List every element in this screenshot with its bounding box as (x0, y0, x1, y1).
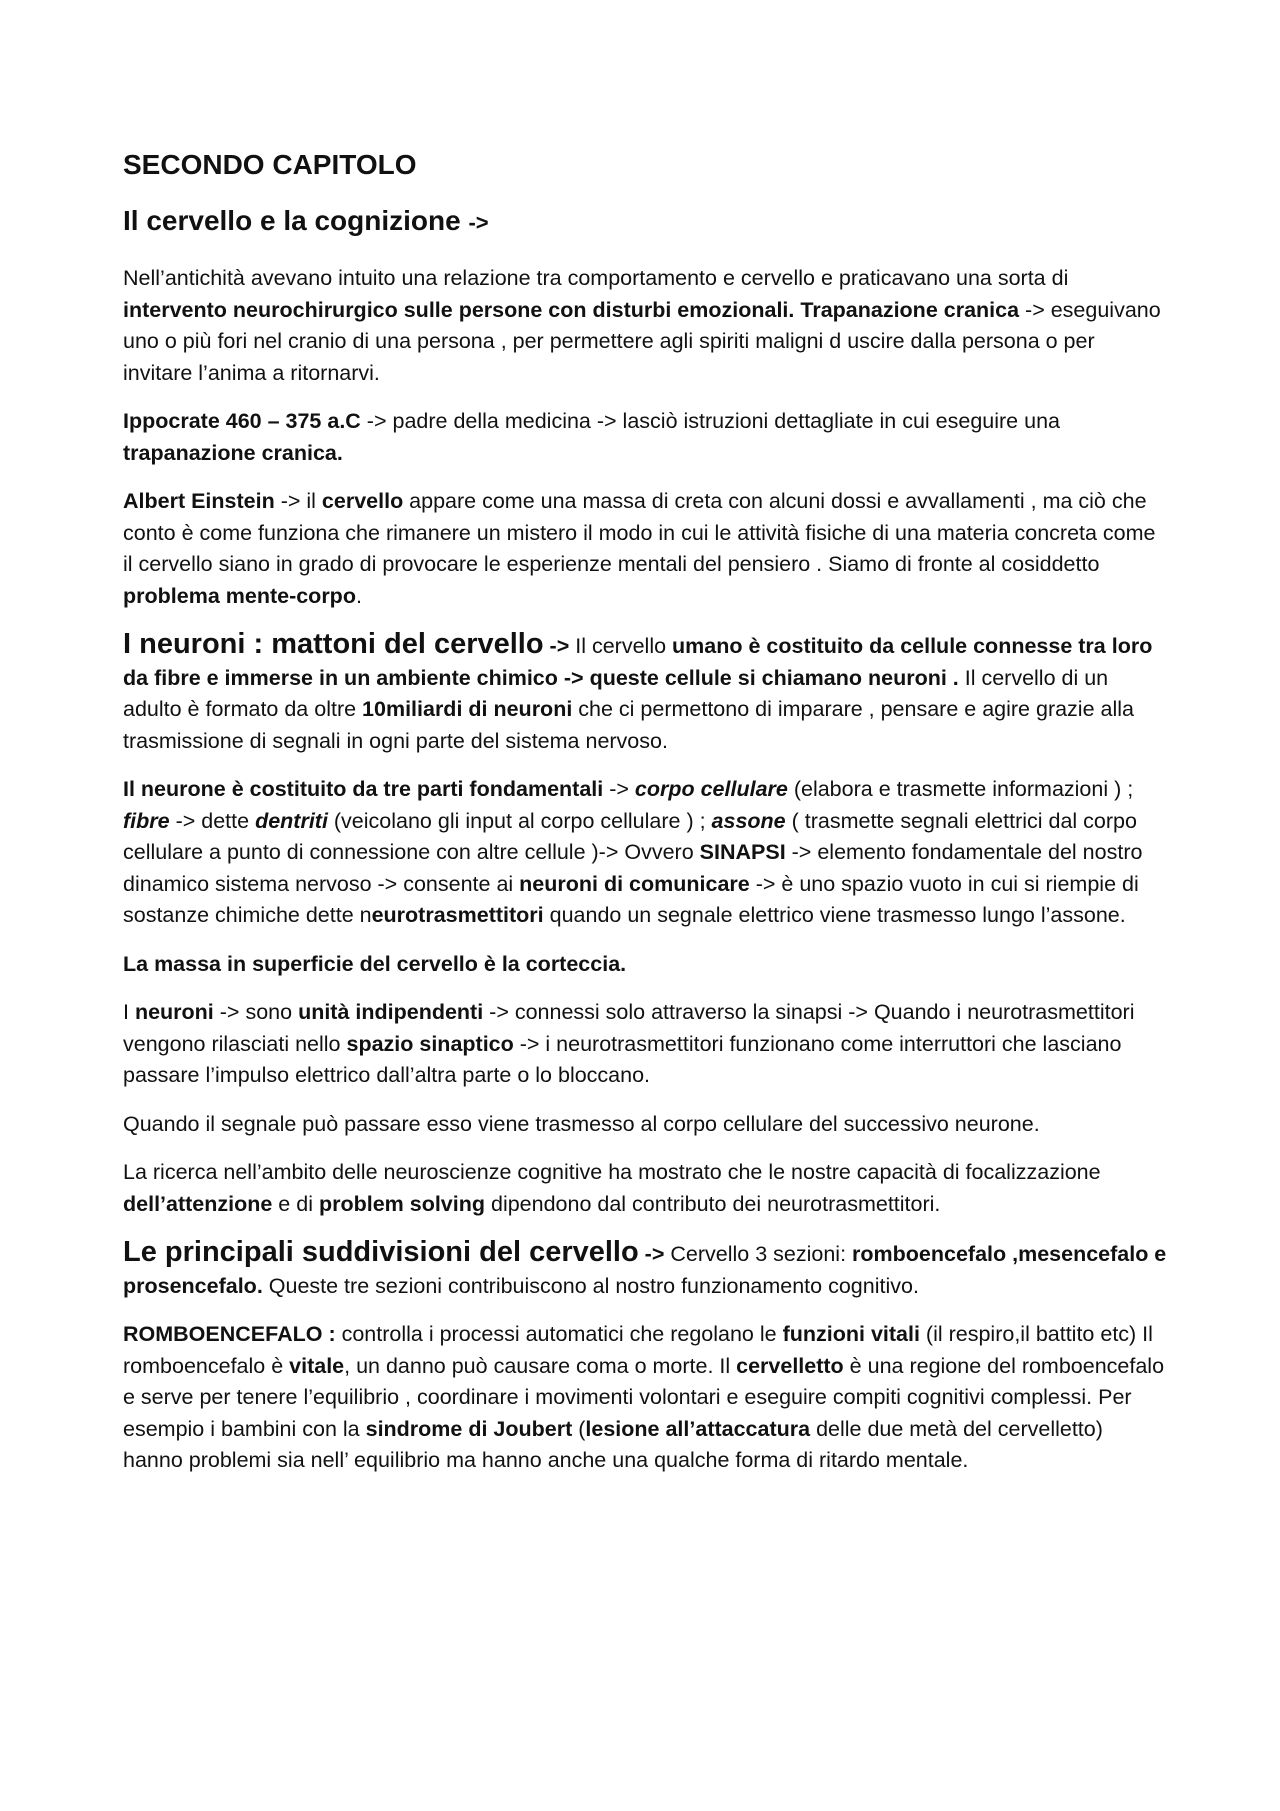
inline-heading: I neuroni : mattoni del cervello (123, 628, 544, 661)
text-run: La ricerca nell’ambito delle neuroscienze cognitive ha mostrato che le nostre capacità di focalizzazione (123, 1160, 1101, 1185)
bold-text: cervello (321, 489, 404, 514)
bold-text: Il neurone è costituito da tre parti fondamentali (123, 777, 604, 802)
bold-text: intervento neurochirurgico sulle persone con disturbi emozionali. (123, 297, 795, 322)
bold-text: funzioni vitali (782, 1322, 920, 1347)
paragraph-unita-indipendenti (123, 997, 1168, 1092)
bold-text: eurotrasmettitori (371, 903, 544, 928)
text-run: ( trasmette segnali elettrici dal corpo cellulare a punto di connessione con altre cellule )-> Ovvero (123, 808, 1137, 865)
bold-text: -> (638, 1242, 671, 1267)
text-run: Il cervello (575, 634, 673, 659)
bold-text: vitale (289, 1353, 345, 1378)
text-run: (veicolano gli input al corpo cellulare ) ; (327, 808, 712, 833)
paragraph-neuroni-mattoni (123, 629, 1168, 757)
bold-text: Albert Einstein (123, 489, 275, 514)
text-run: quando un segnale elettrico viene trasmesso lungo l’assone. (543, 903, 1126, 928)
paragraph-neurone-parti (123, 774, 1168, 932)
text-run: Queste tre sezioni contribuiscono al nostro funzionamento cognitivo. (262, 1273, 919, 1298)
bold-text: -> (543, 634, 576, 659)
paragraph-einstein (123, 486, 1168, 612)
text-run: . (355, 583, 362, 608)
text-run: controlla i processi automatici che regolano le (335, 1322, 783, 1347)
bold-text: dell’attenzione (123, 1191, 273, 1216)
chapter-title: SECONDO CAPITOLO (123, 149, 417, 180)
paragraph-ricerca (123, 1157, 1168, 1220)
bold-text: neuroni (134, 1000, 214, 1025)
bold-text: umano è costituito da cellule connesse tra loro da fibre e immerse in un ambiente chimico -> queste cellule si chiamano neuroni . (123, 634, 1153, 690)
text-run: che ci permettono di imparare , pensare e agire grazie alla trasmissione di segnali in ogni parte del sistema nervoso. (123, 697, 1134, 753)
bold-text: sindrome di Joubert (365, 1416, 573, 1441)
bold-italic-term: corpo cellulare (634, 777, 788, 802)
text-run: Cervello 3 sezioni: (670, 1242, 853, 1267)
bold-italic-term: assone (711, 808, 786, 833)
text-run: -> il (274, 489, 322, 514)
paragraph-segnale (123, 1109, 1168, 1141)
paragraph-suddivisioni (123, 1237, 1168, 1302)
text-run: Il cervello di un adulto è formato da oltre (123, 665, 1109, 722)
bold-text: Trapanazione cranica (800, 297, 1020, 322)
text-run: -> eseguivano uno o più fori nel cranio di una persona , per permettere agli spiriti maligni d uscire dalla persona o per invitare l’anima a ritornarvi. (123, 297, 1161, 385)
bold-text: spazio sinaptico (346, 1031, 514, 1056)
document-body (123, 148, 1168, 1494)
section-title-arrow: -> (468, 209, 489, 235)
text-run: è una regione del romboencefalo e serve per tenere l’equilibrio , coordinare i movimenti volontari e eseguire compiti cognitivi complessi. Per esempio i bambini con la (123, 1353, 1165, 1441)
text-run: -> i neurotrasmettitori funzionano come interruttori che lasciano passare l’impulso elettrico dall’altra parte o lo bloccano. (123, 1031, 1122, 1088)
paragraph-antichita (123, 263, 1168, 389)
text-run: -> è uno spazio vuoto in cui si riempie di sostanze chimiche dette n (123, 871, 1139, 928)
text-run: -> connessi solo attraverso la sinapsi -> Quando i neurotrasmettitori vengono rilasciati nello (123, 1000, 1135, 1056)
inline-heading: Le principali suddivisioni del cervello (123, 1236, 639, 1269)
bold-text: SINAPSI (699, 840, 786, 865)
text-run: , un danno può causare coma o morte. Il (344, 1353, 737, 1378)
bold-text: 10miliardi di neuroni (362, 697, 573, 722)
section-title-text: Il cervello e la cognizione (123, 204, 461, 236)
text-run: Quando il segnale può passare esso viene trasmesso al corpo cellulare del successivo neurone. (123, 1111, 1040, 1136)
bold-italic-term: fibre (123, 808, 170, 833)
bold-italic-term: dentriti (255, 808, 328, 833)
text-run: Nell’antichità avevano intuito una relazione tra comportamento e cervello e praticavano una sorta di (123, 266, 1069, 291)
text-run: -> (603, 777, 635, 802)
bold-text: cervelletto (736, 1353, 844, 1378)
text-run: -> padre della medicina -> lasciò istruzioni dettagliate in cui eseguire una (360, 409, 1060, 434)
text-run: (il respiro,il battito etc) Il romboencefalo è (123, 1322, 1153, 1378)
text-run: -> sono (213, 1000, 299, 1025)
paragraph-corteccia (123, 949, 1168, 981)
bold-text: lesione all’attaccatura (585, 1416, 811, 1441)
bold-text: neuroni di comunicare (519, 871, 750, 896)
bold-text: trapanazione cranica. (123, 440, 343, 465)
text-run: (elabora e trasmette informazioni ) ; (787, 777, 1134, 802)
bold-text: La massa in superficie del cervello è la corteccia. (123, 951, 627, 976)
text-run: I (123, 1000, 135, 1025)
text-run: appare come una massa di creta con alcuni dossi e avvallamenti , ma ciò che conto è come funziona che rimanere un mistero il modo in cui le attività fisiche di una materia concreta come il cervello siano in grado di provocare le esperienze mentali del pensiero . Siamo di fronte al cosiddetto (123, 489, 1156, 577)
text-run: delle due metà del cervelletto) hanno problemi sia nell’ equilibrio ma hanno anche una qualche forma di ritardo mentale. (123, 1416, 1103, 1473)
text-run: dipendono dal contributo dei neurotrasmettitori. (485, 1191, 941, 1216)
section-title (123, 204, 1168, 238)
paragraph-romboencefalo (123, 1319, 1168, 1477)
bold-text: unità indipendenti (298, 1000, 484, 1025)
text-run: e di (272, 1191, 319, 1216)
paragraph-ippocrate (123, 406, 1168, 469)
text-run: ( (572, 1416, 586, 1441)
bold-text: Ippocrate 460 – 375 a.C (123, 409, 361, 434)
bold-text: ROMBOENCEFALO : (123, 1322, 336, 1347)
bold-text: problema mente-corpo (123, 583, 356, 608)
text-run: -> elemento fondamentale del nostro dinamico sistema nervoso -> consente ai (123, 840, 1143, 896)
bold-text: problem solving (318, 1191, 486, 1216)
text-run: -> dette (169, 808, 256, 833)
bold-text: romboencefalo ,mesencefalo e prosencefalo. (123, 1242, 1167, 1298)
